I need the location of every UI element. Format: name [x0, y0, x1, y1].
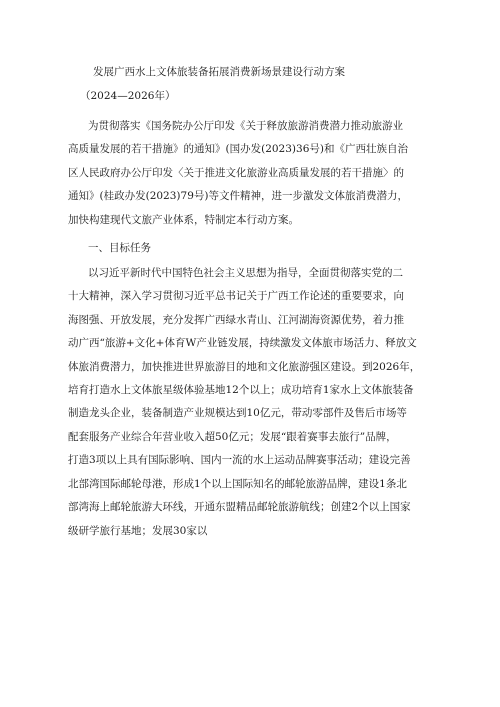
body-line: 部湾海上邮轮旅游大环线，开通东盟精品邮轮旅游航线；创建2个以上国家 [68, 501, 411, 514]
intro-line: 为贯彻落实《国务院办公厅印发《关于释放旅游消费潜力推动旅游业 [88, 120, 403, 132]
document-title: 发展广西水上文体旅装备拓展消费新场景建设行动方案 [93, 66, 345, 78]
body-paragraph [68, 262, 422, 543]
intro-line: 加快构建现代文旅产业体系，特制定本行动方案。 [68, 213, 299, 226]
body-line: 北部湾国际邮轮母港，形成1个以上国际知名的邮轮旅游品牌，建设1条北 [68, 477, 407, 490]
body-line: 动广西“旅游+文化+体育W产业链发展，持续激发文体旅市场活力、释放文 [68, 337, 417, 350]
body-line: 培育打造水上文体旅星级体验基地12个以上；成功培育1家水上文体旅装备 [68, 384, 414, 397]
intro-line: 通知》(桂政办发(2023)79号)等文件精神，进一步激发文体旅消费潜力， [68, 190, 408, 203]
body-line: 体旅消费潜力，加快推进世界旅游目的地和文化旅游强区建设。到2026年， [68, 360, 421, 373]
body-line: 以习近平新时代中国特色社会主义思想为指导，全面贯彻落实党的二 [88, 267, 403, 280]
intro-line: 高质量发展的若干措施》的通知》(国办发(2023)36号)和《广西壮族自治 [68, 143, 408, 156]
body-line: 制造龙头企业，装备制造产业规模达到10亿元，带动零部件及售后市场等 [68, 407, 407, 420]
intro-paragraph [68, 115, 422, 232]
body-line: 十大精神，深入学习贯彻习近平总书记关于广西工作论述的重要要求，向 [68, 290, 404, 303]
body-line: 海图强、开放发展，充分发挥广西绿水青山、江河湖海资源优势，着力推 [68, 313, 404, 326]
body-line: 配套服务产业综合年营业收入超50亿元；发展“跟着赛事去旅行”品牌， [68, 430, 397, 443]
body-line: 打造3项以上具有国际影响、国内一流的水上运动品牌赛事活动；建设完善 [68, 454, 411, 467]
body-line: 级研学旅行基地；发展30家以 [68, 524, 208, 537]
section-heading: 一、目标任务 [88, 242, 151, 255]
document-subtitle: （2024—2026年） [80, 90, 176, 102]
intro-line: 区人民政府办公厅印发〈关于推进文化旅游业高质量发展的若干措施〉的 [68, 166, 404, 179]
document-body [68, 62, 422, 543]
